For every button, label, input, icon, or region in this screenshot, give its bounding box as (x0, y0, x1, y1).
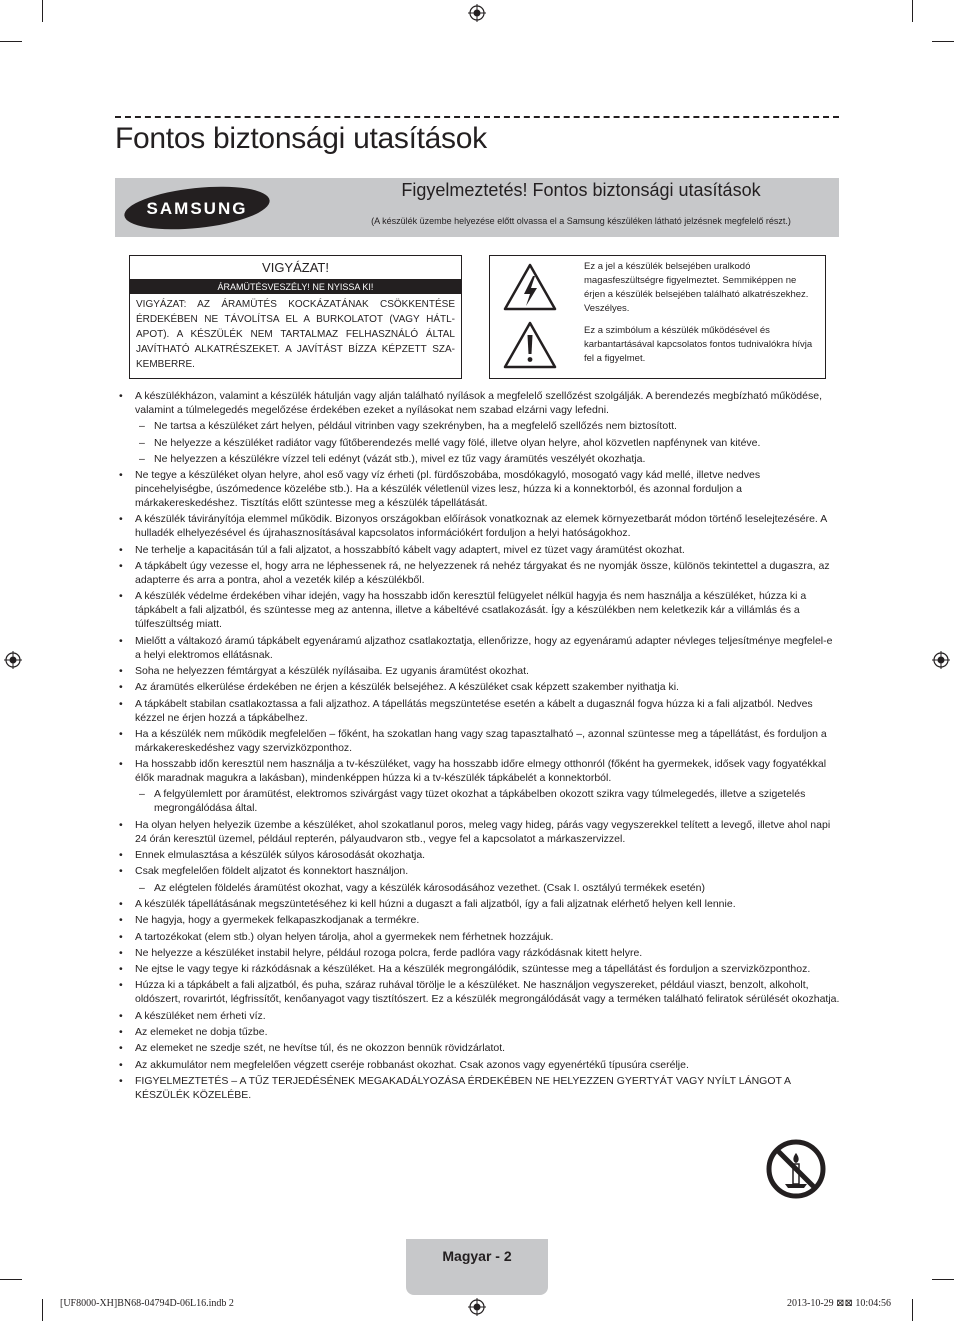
footer-date: 2013-10-29 ⊠⊠ 10:04:56 (787, 1298, 891, 1309)
list-item: • Ennek elmulasztása a készülék súlyos károsodását okozhatja. (119, 848, 841, 862)
list-item: • Ha a készülék nem működik megfelelően – főként, ha szokatlan hang vagy szag tapasztalható –, azonnal szüntesse meg a tápellátást, és forduljon a márkakereskedéshez vagy szervizközponthoz. (119, 727, 841, 755)
page-label: Magyar - 2 (442, 1248, 512, 1264)
registration-mark-icon (932, 651, 950, 669)
crop-mark (0, 41, 22, 42)
crop-mark (42, 0, 43, 22)
caution-heading: VIGYÁZAT! (130, 256, 461, 280)
list-item: • Az elemeket ne dobja tűzbe. (119, 1025, 841, 1039)
crop-mark (0, 1279, 22, 1280)
symbol-box (489, 255, 826, 379)
list-item: • Mielőtt a váltakozó áramú tápkábelt egyenáramú aljzathoz csatlakoztatja, ellenőrizze, hogy az egyenáramú adapter névleges teljesítménye megfelel-e a helyi elektromos ellátásnak. (119, 634, 841, 662)
voltage-symbol-text: Ez a jel a készülék belsejében uralkodó magasfeszültségre figyelmeztet. Semmiképpen ne érjen a készülék belsejében található alkatrészekhez. Veszélyes. (584, 261, 809, 314)
list-item: • A készülékházon, valamint a készülék hátulján vagy alján található nyílások a megfelelő szellőzést szolgálják. A berendezés megbízható működése, valamint a túlmelegedés megelőzése érdekében ezeket a nyílásokat nem szabad elzárni vagy lefedni. (119, 389, 841, 417)
safety-instructions-list (119, 389, 841, 1104)
list-item: • A készüléket nem érheti víz. (119, 1009, 841, 1023)
sub-list-item: – Ne helyezzen a készülékre vízzel teli edényt (vázát stb.), mivel ez tűz vagy áramütés veszélyét okozhatja. (119, 452, 841, 466)
sub-list-item: – Az elégtelen földelés áramütést okozhat, vagy a készülék károsodásához vezethet. (Csak I. osztályú termékek esetén) (119, 881, 841, 895)
page-number-tab (406, 1239, 548, 1295)
attention-symbol-text: Ez a szimbólum a készülék működésével és karbantartásával kapcsolatos fontos tudnivalókra hívja fel a figyelmet. (584, 325, 813, 364)
samsung-logo (123, 186, 271, 230)
crop-mark (932, 41, 954, 42)
list-item: • FIGYELMEZTETÉS – A TŰZ TERJEDÉSÉNEK MEGAKADÁLYOZÁSA ÉRDEKÉBEN NE HELYEZZEN GYERTYÁT VAGY NYÍLT LÁNGOT A KÉSZÜLÉK KÖZELÉBE. (119, 1074, 841, 1102)
crop-mark (912, 0, 913, 22)
list-item: • Ne helyezze a készüléket instabil helyre, például rozoga polcra, ferde padlóra vagy rázkódásnak kitett helyre. (119, 946, 841, 960)
list-item: • A készülék távirányítója elemmel működik. Bizonyos országokban előírások vonatkoznak az elemek környezetbarát módon történő leselejtezésére. A hulladék elhelyezésével és újrahasznosításával kapcsolatos információkért forduljon a helyi hatóságokhoz. (119, 512, 841, 540)
list-item: • A készülék védelme érdekében vihar idején, vagy ha hosszabb időn keresztül felügyelet nélkül hagyja és nem használja a készüléket, húzza ki a tápkábelt a fali aljzatból, és szüntesse meg az antenna, illetve a kábeltévé csatlakozását. Így a készülékben nem keletkezik kár a villámlás és a túlfeszültség miatt. (119, 589, 841, 631)
list-item: • Ne hagyja, hogy a gyermekek felkapaszkodjanak a termékre. (119, 913, 841, 927)
banner-subtitle: (A készülék üzembe helyezése előtt olvassa el a Samsung készüléken látható jelzésnek megfelelő részt.) (371, 216, 791, 226)
list-item: • Ha hosszabb időn keresztül nem használja a tv-készüléket, vagy ha hosszabb időre elmegy otthonról (főként ha gyermekek, idősek vagy fogyatékkal élők maradnak magukra a lakásban), mindenképpen húzza ki a tv-készülék tápkábelét a konnektorból. (119, 757, 841, 785)
list-item: • Ha olyan helyen helyezik üzembe a készüléket, ahol szokatlanul poros, meleg vagy hideg, párás vagy vegyszerekkel telített a levegő, illetve ahol napi 24 órán keresztül üzemel, például repterén, pályaudvaron stb., vegye fel a kapcsolatot a márkaszervizzel. (119, 818, 841, 846)
caution-box (129, 255, 462, 379)
list-item: • Az áramütés elkerülése érdekében ne érjen a készülék belsejéhez. A készüléket csak képzett szakember nyithatja ki. (119, 680, 841, 694)
banner-title: Figyelmeztetés! Fontos biztonsági utasítások (401, 180, 761, 200)
list-item: • A készülék tápellátásának megszüntetéséhez ki kell húzni a dugaszt a fali aljzatból, így a fali aljzatnak elérhető helyen kell lennie. (119, 897, 841, 911)
caution-bar: ÁRAMÜTÉSVESZÉLY! NE NYISSA KI! (130, 280, 461, 294)
svg-text:SAMSUNG: SAMSUNG (146, 199, 248, 218)
list-item: • Ne terhelje a kapacitásán túl a fali aljzatot, a hosszabbító kábelt vagy adaptert, mivel ez tüzet vagy áramütést okozhat. (119, 543, 841, 557)
footer-file: [UF8000-XH]BN68-04794D-06L16.indb 2 (60, 1298, 234, 1309)
title-rule (115, 116, 839, 118)
list-item: • Az akkumulátor nem megfelelően végzett cseréje robbanást okozhat. Csak azonos vagy egyenértékű típusúra cserélje. (119, 1058, 841, 1072)
crop-mark (42, 1299, 43, 1321)
caution-text: VIGYÁZAT: AZ ÁRAMÜTÉS KOCKÁZATÁNAK CSÖKKENTÉSE ÉRDEKÉBEN NE TÁVOLÍTSA EL A BURKOLATOT (VAGY HÁTL-APOT). A KÉSZÜLÉK NEM TARTALMAZ FELHASZNÁLÓ ÁLTAL JAVÍTHATÓ ALKATRÉSZEKET. A JAVÍTÁST BÍZZA KÉPZETT SZA-KEMBERRE. (136, 299, 455, 370)
list-item: • Csak megfelelően földelt aljzatot és konnektort használjon. (119, 864, 841, 878)
high-voltage-warning-icon (502, 262, 558, 312)
sub-list-item: – Ne tartsa a készüléket zárt helyen, például vitrinben vagy szekrényben, ha a megfelelő szellőzés nem biztosított. (119, 419, 841, 433)
registration-mark-icon (4, 651, 22, 669)
registration-mark-icon (468, 4, 486, 22)
list-item: • Ne tegye a készüléket olyan helyre, ahol eső vagy víz érheti (pl. fürdőszobába, mosdókagyló, mosogató vagy kád mellé, illetve nedves pincehelyiségbe, úszómedence közelébe stb.). Ha a készülék véletlenül vizes lesz, húzza ki a konnektorból, és azonnal forduljon a márkakereskedéshez. Tisztítás előtt szüntesse meg a készülék tápellátását. (119, 468, 841, 510)
crop-mark (912, 1299, 913, 1321)
exclamation-warning-icon (502, 320, 558, 370)
sub-list-item: – Ne helyezze a készüléket radiátor vagy fűtőberendezés mellé vagy fölé, illetve olyan helyre, ahol közvetlen napfénynek van kitéve. (119, 436, 841, 450)
page-title: Fontos biztonsági utasítások (115, 122, 487, 155)
list-item: • A tápkábelt stabilan csatlakoztassa a fali aljzathoz. A tápellátás megszüntetése esetén a kábelt a dugasznál fogva húzza ki a fali aljzatból. Nedves kézzel ne érjen hozzá a tápkábelhez. (119, 697, 841, 725)
warning-banner (115, 178, 839, 237)
crop-mark (932, 1279, 954, 1280)
list-item: • Az elemeket ne szedje szét, ne hevítse túl, és ne okozzon bennük rövidzárlatot. (119, 1041, 841, 1055)
registration-mark-icon (468, 1298, 486, 1316)
list-item: • Ne ejtse le vagy tegye ki rázkódásnak a készüléket. Ha a készülék megrongálódik, szüntesse meg a tápellátást és forduljon a szervizközponthoz. (119, 962, 841, 976)
no-candle-icon (765, 1138, 827, 1200)
list-item: • Soha ne helyezzen fémtárgyat a készülék nyílásaiba. Ez ugyanis áramütést okozhat. (119, 664, 841, 678)
sub-list-item: – A felgyülemlett por áramütést, elektromos szivárgást vagy tüzet okozhat a tápkábelben okozott szikra vagy túlmelegedés, illetve a szigetelés megrongálódása által. (119, 787, 841, 815)
list-item: • A tápkábelt úgy vezesse el, hogy arra ne léphessenek rá, ne helyezzenek rá nehéz tárgyakat és ne nyomják össze, különös tekintettel a dugaszra, az adapterre és arra a pontra, ahol a vezeték kilép a készülékből. (119, 559, 841, 587)
list-item: • A tartozékokat (elem stb.) olyan helyen tárolja, ahol a gyermekek nem férhetnek hozzájuk. (119, 930, 841, 944)
list-item: • Húzza ki a tápkábelt a fali aljzatból, és puha, száraz ruhával törölje le a készüléket. Ne használjon vegyszereket, például viaszt, benzolt, alkoholt, oldószert, rovarirtót, légfrissítőt, kenőanyagot vagy tisztítószert. Ez a készülék megrongálódását vagy a terméken található feliratok sérülését okozhatja. (119, 978, 841, 1006)
